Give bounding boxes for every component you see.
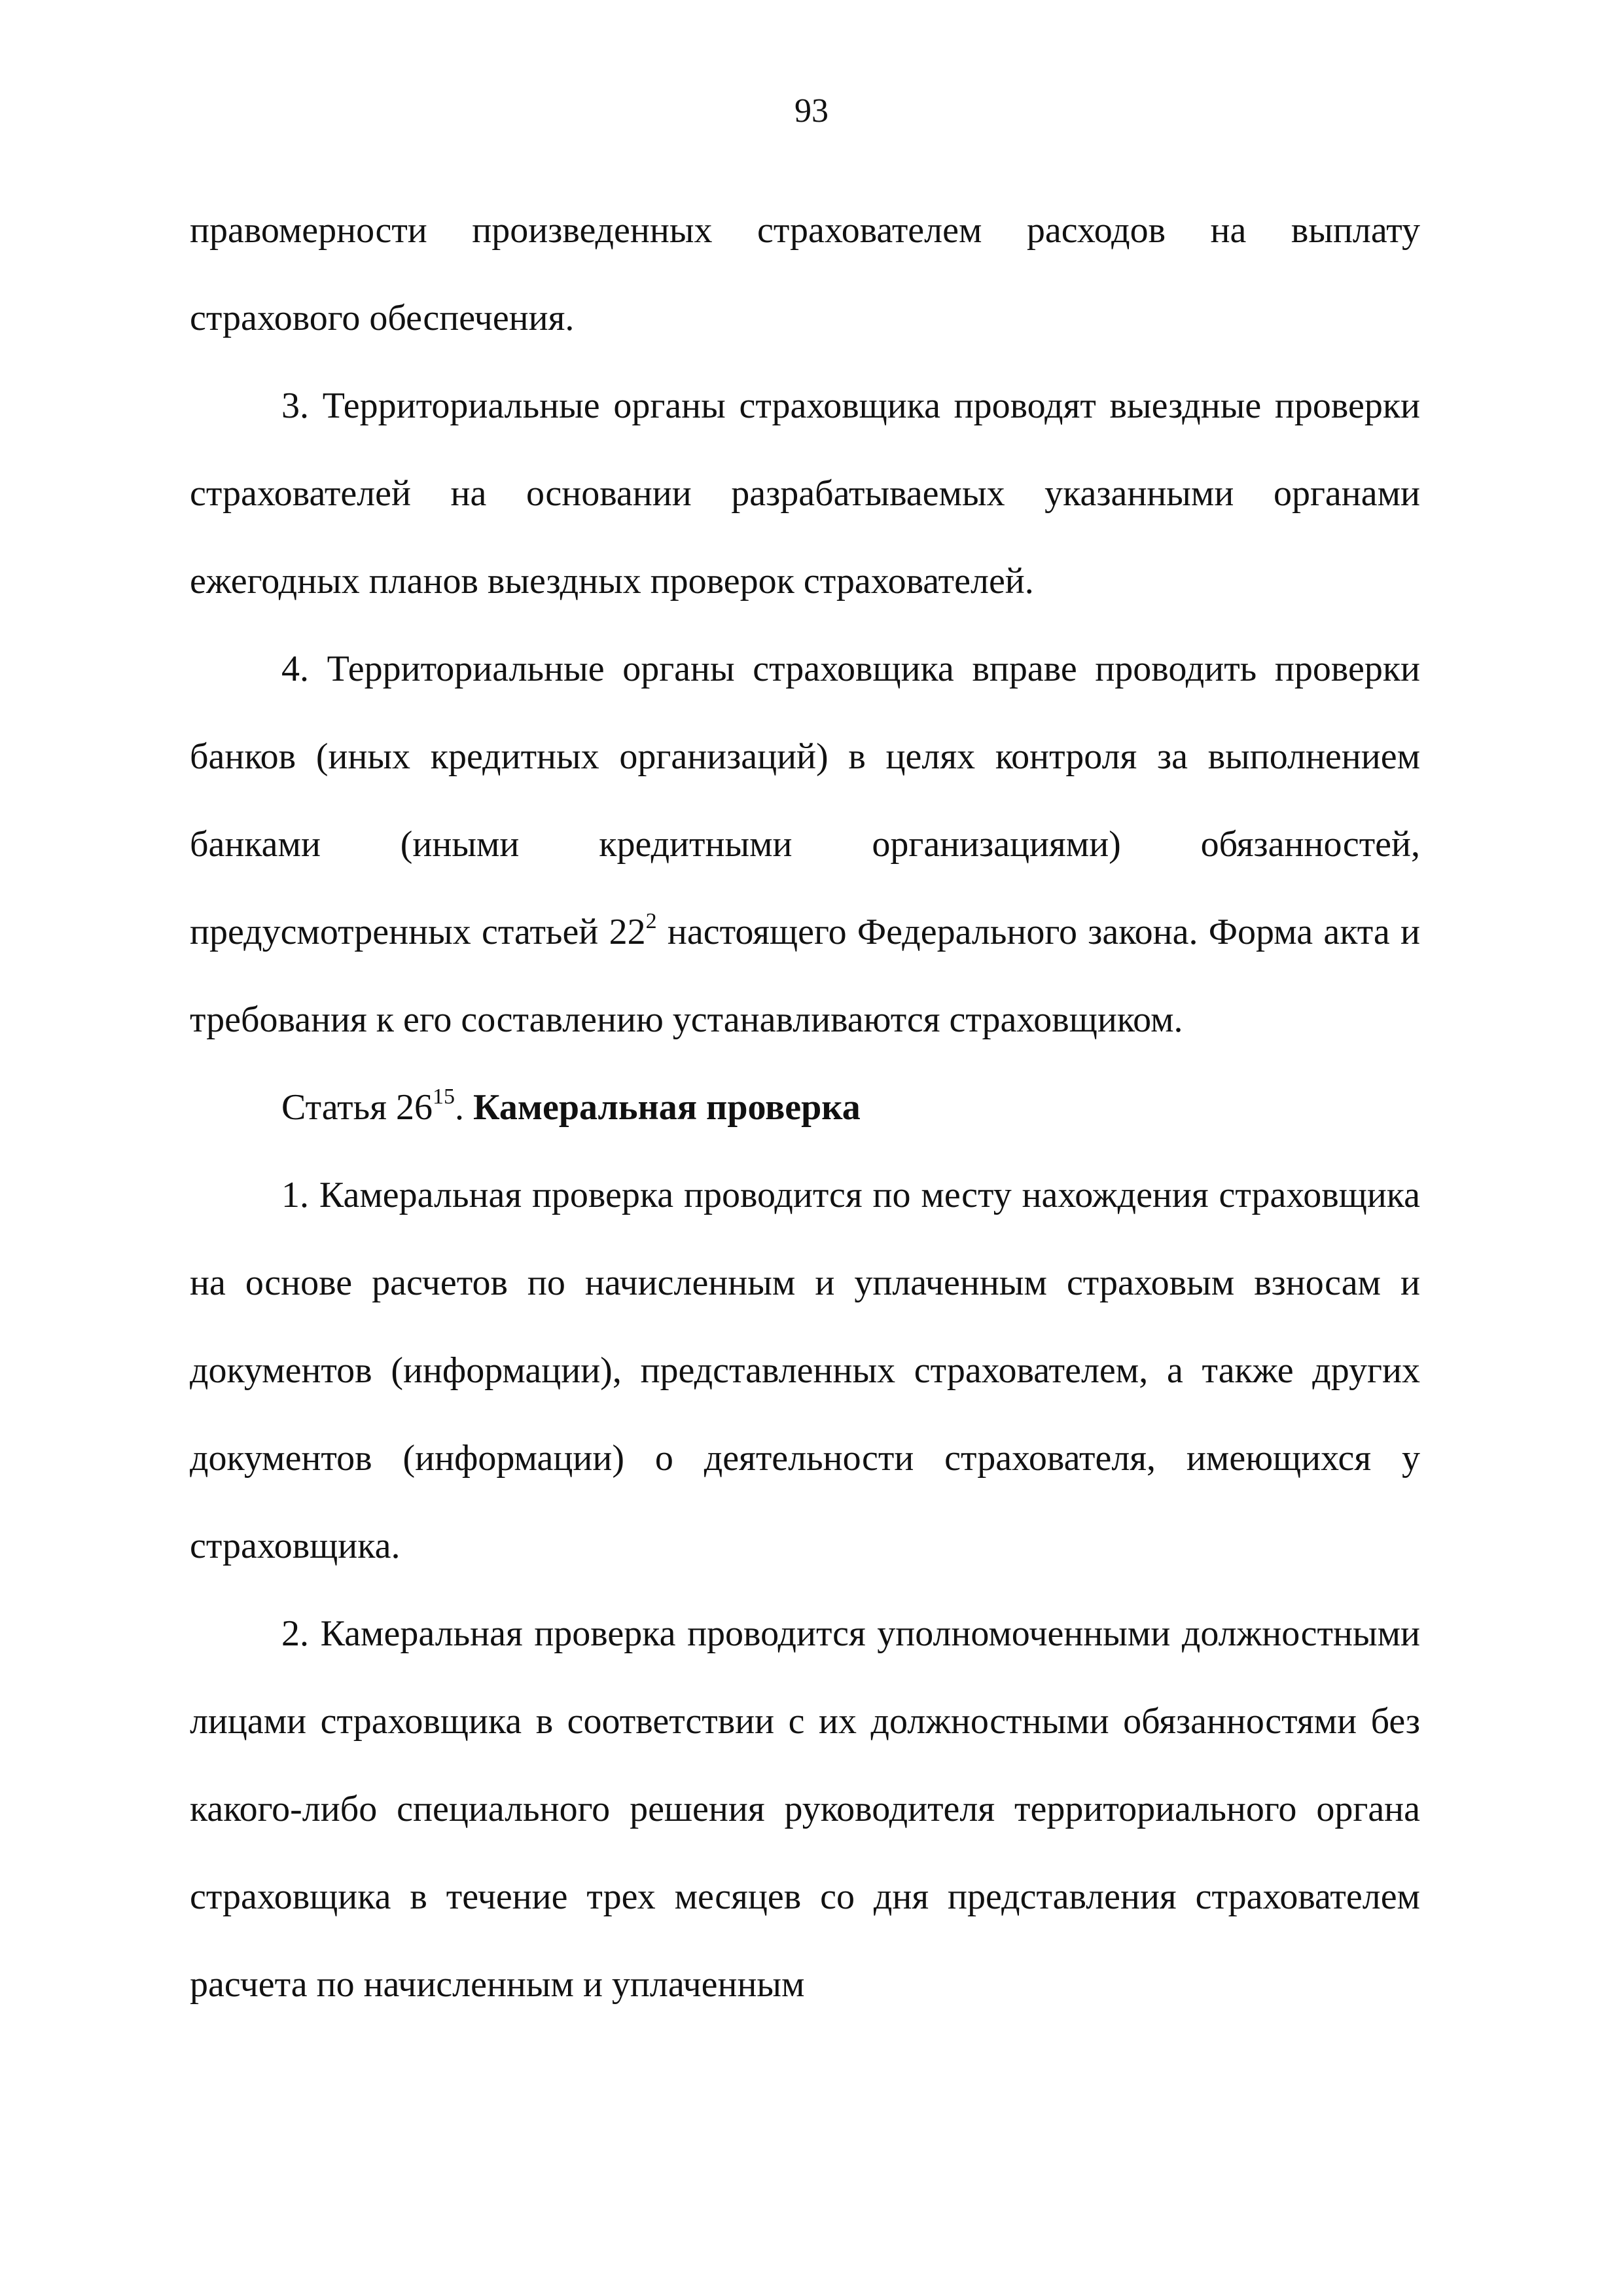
page-number: 93	[794, 92, 829, 130]
article-superscript: 2	[645, 909, 657, 934]
article-heading-separator: .	[454, 1087, 473, 1128]
paragraph-4-bank-inspections	[190, 625, 1420, 1064]
paragraph-3-field-inspections: 3. Территориальные органы страховщика проводят выездные проверки страхователей на основании разрабатываемых указанными органами ежегодных планов выездных проверок страхователей.	[190, 386, 1420, 601]
paragraph-4-text-end: настоящего Федерального закона. Форма акта и требования к его составлению устанавливаются страховщиком.	[190, 912, 1420, 1040]
article-number-prefix: Статья 26	[281, 1087, 433, 1128]
article-heading	[190, 1064, 1420, 1151]
article-number-superscript: 15	[432, 1085, 455, 1109]
paragraph-continuation: правомерности произведенных страхователем расходов на выплату страхового обеспечения.	[190, 210, 1420, 338]
paragraph-1-desk-audit: 1. Камеральная проверка проводится по месту нахождения страховщика на основе расчетов по начисленным и уплаченным страховым взносам и документов (информации), представленных страхователем, а также других документов (информации) о деятельности страхователя, имеющихся у страховщика.	[190, 1175, 1420, 1566]
paragraph-4-text-start: 4. Территориальные органы страховщика вправе проводить проверки банков (иных кредитных организаций) в целях контроля за выполнением банками (иными кредитными организациями) обязанностей, предусмотренных статьей 22	[190, 649, 1420, 952]
document-body	[190, 187, 1420, 2028]
paragraph-2-desk-audit: 2. Камеральная проверка проводится уполномоченными должностными лицами страховщика в соответствии с их должностными обязанностями без какого-либо специального решения руководителя территориального органа страховщика в течение трех месяцев со дня представления страхователем расчета по начисленным и уплаченным	[190, 1613, 1420, 2005]
article-title: Камеральная проверка	[473, 1087, 861, 1128]
